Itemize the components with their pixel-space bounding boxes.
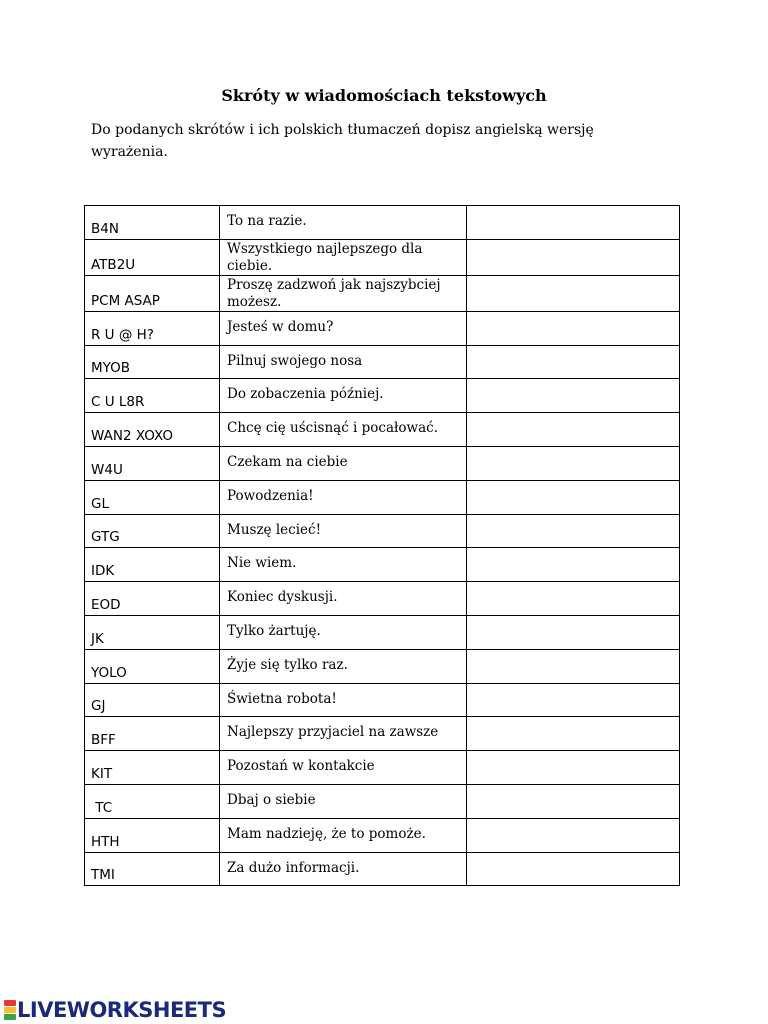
english-answer-cell[interactable]: [467, 239, 680, 275]
english-answer-cell[interactable]: [467, 717, 680, 751]
abbreviation-cell: [85, 784, 220, 818]
polish-translation-text: Nie wiem.: [227, 555, 297, 572]
polish-translation-text: Powodzenia!: [227, 487, 314, 504]
abbreviation-text: TC: [91, 799, 113, 816]
english-answer-cell[interactable]: [467, 751, 680, 785]
polish-translation-text: Dbaj o siebie: [227, 791, 316, 808]
logo-text: LIVEWORKSHEETS: [17, 998, 227, 1022]
table-row: [85, 582, 680, 616]
english-answer-cell[interactable]: [467, 683, 680, 717]
abbreviation-text: W4U: [91, 461, 123, 478]
abbreviation-text: GL: [91, 495, 109, 512]
polish-translation-cell: [220, 446, 467, 480]
logo-bar: [4, 1007, 16, 1013]
liveworksheets-logo: [4, 998, 226, 1022]
abbreviation-text: GJ: [91, 698, 106, 715]
polish-translation-text: Koniec dyskusji.: [227, 589, 338, 606]
polish-translation-cell: [220, 514, 467, 548]
table-row: [85, 784, 680, 818]
abbreviation-cell: [85, 480, 220, 514]
abbreviation-text: MYOB: [91, 360, 131, 377]
table-row: [85, 446, 680, 480]
abbreviation-cell: [85, 446, 220, 480]
abbreviation-text: WAN2 XOXO: [91, 427, 173, 444]
abbreviation-cell: [85, 345, 220, 379]
polish-translation-cell: [220, 480, 467, 514]
polish-translation-text: Czekam na ciebie: [227, 453, 348, 470]
abbreviation-cell: [85, 717, 220, 751]
abbreviation-text: IDK: [91, 563, 115, 580]
english-answer-cell[interactable]: [467, 413, 680, 447]
abbreviation-cell: [85, 582, 220, 616]
polish-translation-cell: [220, 751, 467, 785]
english-answer-cell[interactable]: [467, 548, 680, 582]
abbreviation-text: R U @ H?: [91, 326, 154, 343]
table-row: [85, 683, 680, 717]
polish-translation-text: Pozostań w kontakcie: [227, 758, 375, 775]
polish-translation-cell: [220, 548, 467, 582]
abbreviation-cell: [85, 615, 220, 649]
abbreviation-cell: [85, 206, 220, 240]
polish-translation-cell: [220, 615, 467, 649]
english-answer-cell[interactable]: [467, 206, 680, 240]
abbreviation-text: YOLO: [91, 664, 127, 681]
polish-translation-cell: [220, 206, 467, 240]
worksheet-title: Skróty w wiadomościach tekstowych: [221, 86, 547, 105]
polish-translation-text: Wszystkiego najlepszego dla ciebie.: [227, 240, 423, 274]
table-row: [85, 852, 680, 886]
english-answer-cell[interactable]: [467, 615, 680, 649]
polish-translation-text: To na razie.: [227, 213, 307, 229]
table-row: [85, 548, 680, 582]
polish-translation-text: Chcę cię uścisnąć i pocałować.: [227, 420, 438, 437]
polish-translation-cell: [220, 649, 467, 683]
abbreviation-cell: [85, 413, 220, 447]
abbreviation-table: [84, 205, 680, 886]
polish-translation-text: Pilnuj swojego nosa: [227, 352, 363, 369]
polish-translation-cell: [220, 784, 467, 818]
abbreviation-text: C U L8R: [91, 394, 145, 411]
table-row: [85, 514, 680, 548]
table-row: [85, 345, 680, 379]
english-answer-cell[interactable]: [467, 480, 680, 514]
abbreviation-cell: [85, 548, 220, 582]
table-row: [85, 615, 680, 649]
english-answer-cell[interactable]: [467, 852, 680, 886]
table-row: [85, 480, 680, 514]
table-row: [85, 717, 680, 751]
abbreviation-text: KIT: [91, 765, 113, 782]
polish-translation-text: Proszę zadzwoń jak najszybciej możesz.: [227, 276, 441, 310]
english-answer-cell[interactable]: [467, 446, 680, 480]
polish-translation-cell: [220, 717, 467, 751]
english-answer-cell[interactable]: [467, 311, 680, 345]
polish-translation-text: Żyje się tylko raz.: [227, 656, 348, 673]
polish-translation-cell: [220, 239, 467, 275]
english-answer-cell[interactable]: [467, 649, 680, 683]
english-answer-cell[interactable]: [467, 582, 680, 616]
abbreviation-text: PCM ASAP: [91, 292, 160, 309]
abbreviation-cell: [85, 852, 220, 886]
abbreviation-cell: [85, 379, 220, 413]
abbreviation-text: HTH: [91, 833, 120, 850]
polish-translation-text: Świetna robota!: [227, 690, 337, 707]
abbreviation-cell: [85, 649, 220, 683]
abbreviation-cell: [85, 239, 220, 275]
polish-translation-cell: [220, 413, 467, 447]
polish-translation-cell: [220, 345, 467, 379]
polish-translation-cell: [220, 275, 467, 311]
english-answer-cell[interactable]: [467, 784, 680, 818]
table-row: [85, 311, 680, 345]
abbreviation-cell: [85, 275, 220, 311]
worksheet-instruction: Do podanych skrótów i ich polskich tłumaczeń dopisz angielską wersję wyrażenia.: [91, 122, 594, 160]
table-row: [85, 206, 680, 240]
polish-translation-cell: [220, 582, 467, 616]
english-answer-cell[interactable]: [467, 514, 680, 548]
polish-translation-text: Muszę lecieć!: [227, 521, 321, 538]
abbreviation-text: GTG: [91, 529, 120, 546]
table-row: [85, 751, 680, 785]
polish-translation-cell: [220, 311, 467, 345]
table-row: [85, 818, 680, 852]
abbreviation-cell: [85, 514, 220, 548]
polish-translation-cell: [220, 683, 467, 717]
abbreviation-text: ATB2U: [91, 256, 136, 273]
logo-bar: [4, 1000, 16, 1006]
english-answer-cell[interactable]: [467, 379, 680, 413]
polish-translation-cell: [220, 379, 467, 413]
polish-translation-text: Najlepszy przyjaciel na zawsze: [227, 724, 439, 741]
abbreviation-cell: [85, 683, 220, 717]
logo-bar: [4, 1014, 16, 1020]
english-answer-cell[interactable]: [467, 818, 680, 852]
logo-mark-icon: [4, 1000, 16, 1020]
table-row: [85, 649, 680, 683]
table-row: [85, 379, 680, 413]
abbreviation-cell: [85, 751, 220, 785]
abbreviation-text: TMI: [91, 867, 115, 884]
polish-translation-text: Jesteś w domu?: [227, 318, 334, 335]
abbreviation-text: JK: [91, 630, 104, 647]
abbreviation-text: EOD: [91, 596, 121, 613]
polish-translation-text: Mam nadzieję, że to pomoże.: [227, 825, 426, 842]
table-row: [85, 239, 680, 275]
english-answer-cell[interactable]: [467, 275, 680, 311]
abbreviation-cell: [85, 311, 220, 345]
table-row: [85, 413, 680, 447]
abbreviation-text: BFF: [91, 732, 116, 749]
abbreviation-text: B4N: [91, 220, 119, 237]
english-answer-cell[interactable]: [467, 345, 680, 379]
table-row: [85, 275, 680, 311]
polish-translation-cell: [220, 818, 467, 852]
polish-translation-text: Tylko żartuję.: [227, 622, 321, 639]
polish-translation-cell: [220, 852, 467, 886]
abbreviation-cell: [85, 818, 220, 852]
polish-translation-text: Za dużo informacji.: [227, 859, 360, 876]
polish-translation-text: Do zobaczenia później.: [227, 386, 384, 403]
